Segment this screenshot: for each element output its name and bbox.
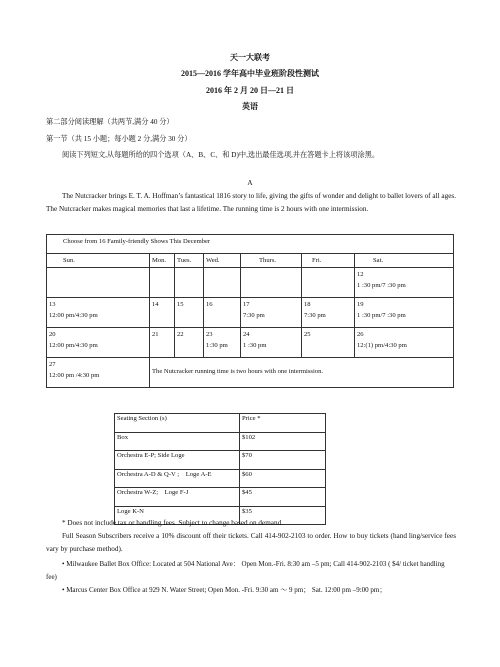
day-header: Sun.: [47, 254, 150, 268]
table-row: [115, 488, 326, 507]
calendar-cell: [47, 268, 150, 298]
price-header: Price *: [240, 414, 326, 433]
day-header: Fri.: [302, 254, 355, 268]
calendar-cell: [150, 268, 175, 298]
calendar-cell: 16: [204, 298, 241, 328]
calendar-cell: 15: [175, 298, 204, 328]
seating-header: Seating Section (s): [115, 414, 240, 433]
seating-section: Box: [115, 432, 240, 451]
seating-price: $102: [240, 432, 326, 451]
exam-title: 天一大联考: [230, 53, 270, 62]
calendar-week-row: [47, 298, 454, 328]
calendar-cell: [204, 268, 241, 298]
day-header: Sat.: [355, 254, 454, 268]
seating-price: $70: [240, 451, 326, 470]
seating-price: $60: [240, 469, 326, 488]
day-header: Mon.: [150, 254, 175, 268]
table-row: [115, 469, 326, 488]
calendar-day-header-row: [47, 254, 454, 268]
calendar-cell: 20 12:00 pm/4:30 pm: [47, 328, 150, 358]
seating-section: Orchestra A-D & Q-V ; Loge A-E: [115, 469, 240, 488]
calendar-title: Choose from 16 Family-friendly Shows This December: [47, 235, 454, 254]
calendar-cell: 23 1:30 pm: [204, 328, 241, 358]
calendar-cell: 19 1 :30 pm/7 :30 pm: [355, 298, 454, 328]
seating-price: $35: [240, 506, 326, 525]
box-office-info: • Milwaukee Ballet Box Office: Located at 504 National Ave： Open Mon.-Fri. 8:30 am –5 pm; Call 414-902-2103 ( $4/ ticket handling fee): [46, 560, 445, 581]
seating-section: Loge K-N: [115, 506, 240, 525]
subscriber-note: Full Season Subscribers receive a 10% discount off their tickets. Call 414-902-2103 to order. How to buy tickets (hand ling/service fees vary by purchase method).: [46, 532, 456, 553]
calendar-week-row: [47, 358, 454, 388]
calendar-cell: 26 12:(1) pm/4:30 pm: [355, 328, 454, 358]
section-heading: 第一节（共 15 小题；每小题 2 分,满分 30 分）: [46, 135, 192, 143]
calendar-cell: [302, 268, 355, 298]
calendar-cell: 17 7:30 pm: [241, 298, 302, 328]
exam-subject: 英语: [242, 102, 258, 111]
part-heading: 第二部分阅读理解（共两节,满分 40 分）: [46, 118, 174, 126]
seating-header-row: [115, 414, 326, 433]
show-calendar-table: [46, 234, 454, 388]
seating-price-table: [114, 413, 326, 525]
calendar-cell: 21: [150, 328, 175, 358]
calendar-week-row: [47, 268, 454, 298]
day-header: Tues.: [175, 254, 204, 268]
calendar-note: The Nutcracker running time is two hours with one intermission.: [150, 358, 454, 388]
day-header: Wed.: [204, 254, 241, 268]
passage-letter: A: [247, 179, 253, 187]
calendar-cell: 24 1 :30 pm: [241, 328, 302, 358]
table-row: [115, 451, 326, 470]
calendar-cell: 22: [175, 328, 204, 358]
calendar-cell: 27 12:00 pm /4:30 pm: [47, 358, 150, 388]
calendar-cell: 25: [302, 328, 355, 358]
marcus-center-info: • Marcus Center Box Office at 929 N. Water Street; Open Mon. -Fri. 9:30 am ～ 9 pm； Sat. 12:00 pm –9:00 pm；: [62, 586, 387, 594]
exam-date: 2016 年 2 月 20 日—21 日: [206, 86, 294, 95]
calendar-cell: 18 7:30 pm: [302, 298, 355, 328]
passage-intro: The Nutcracker brings E. T. A. Hoffman’s fantastical 1816 story to life, giving the gifts of wonder and delight to ballet lovers of all ages. The Nutcracker makes magical memories that last a lifetime. The running time is 2 hours with one intermission.: [46, 192, 456, 213]
calendar-cell: [241, 268, 302, 298]
tax-note: * Does not include tax or handling fees. Subject to change based on demand.: [62, 519, 283, 527]
instruction-text: 阅读下列短文,从每题所给的四个选项（A、B、C、和 D)中,选出最佳选项,并在答题卡上将该项涂黑。: [62, 151, 380, 159]
seating-section: Orchestra W-Z; Loge F-J: [115, 488, 240, 507]
seating-price: $45: [240, 488, 326, 507]
calendar-cell: 12 1 :30 pm/7 :30 pm: [355, 268, 454, 298]
calendar-week-row: [47, 328, 454, 358]
calendar-cell: [175, 268, 204, 298]
exam-subtitle: 2015—2016 学年高中毕业班阶段性测试: [181, 69, 319, 78]
calendar-cell: 14: [150, 298, 175, 328]
seating-section: Orchestra E-P; Side Loge: [115, 451, 240, 470]
table-row: [115, 432, 326, 451]
day-header: Thurs.: [241, 254, 302, 268]
calendar-cell: 13 12:00 pm/4:30 pm: [47, 298, 150, 328]
